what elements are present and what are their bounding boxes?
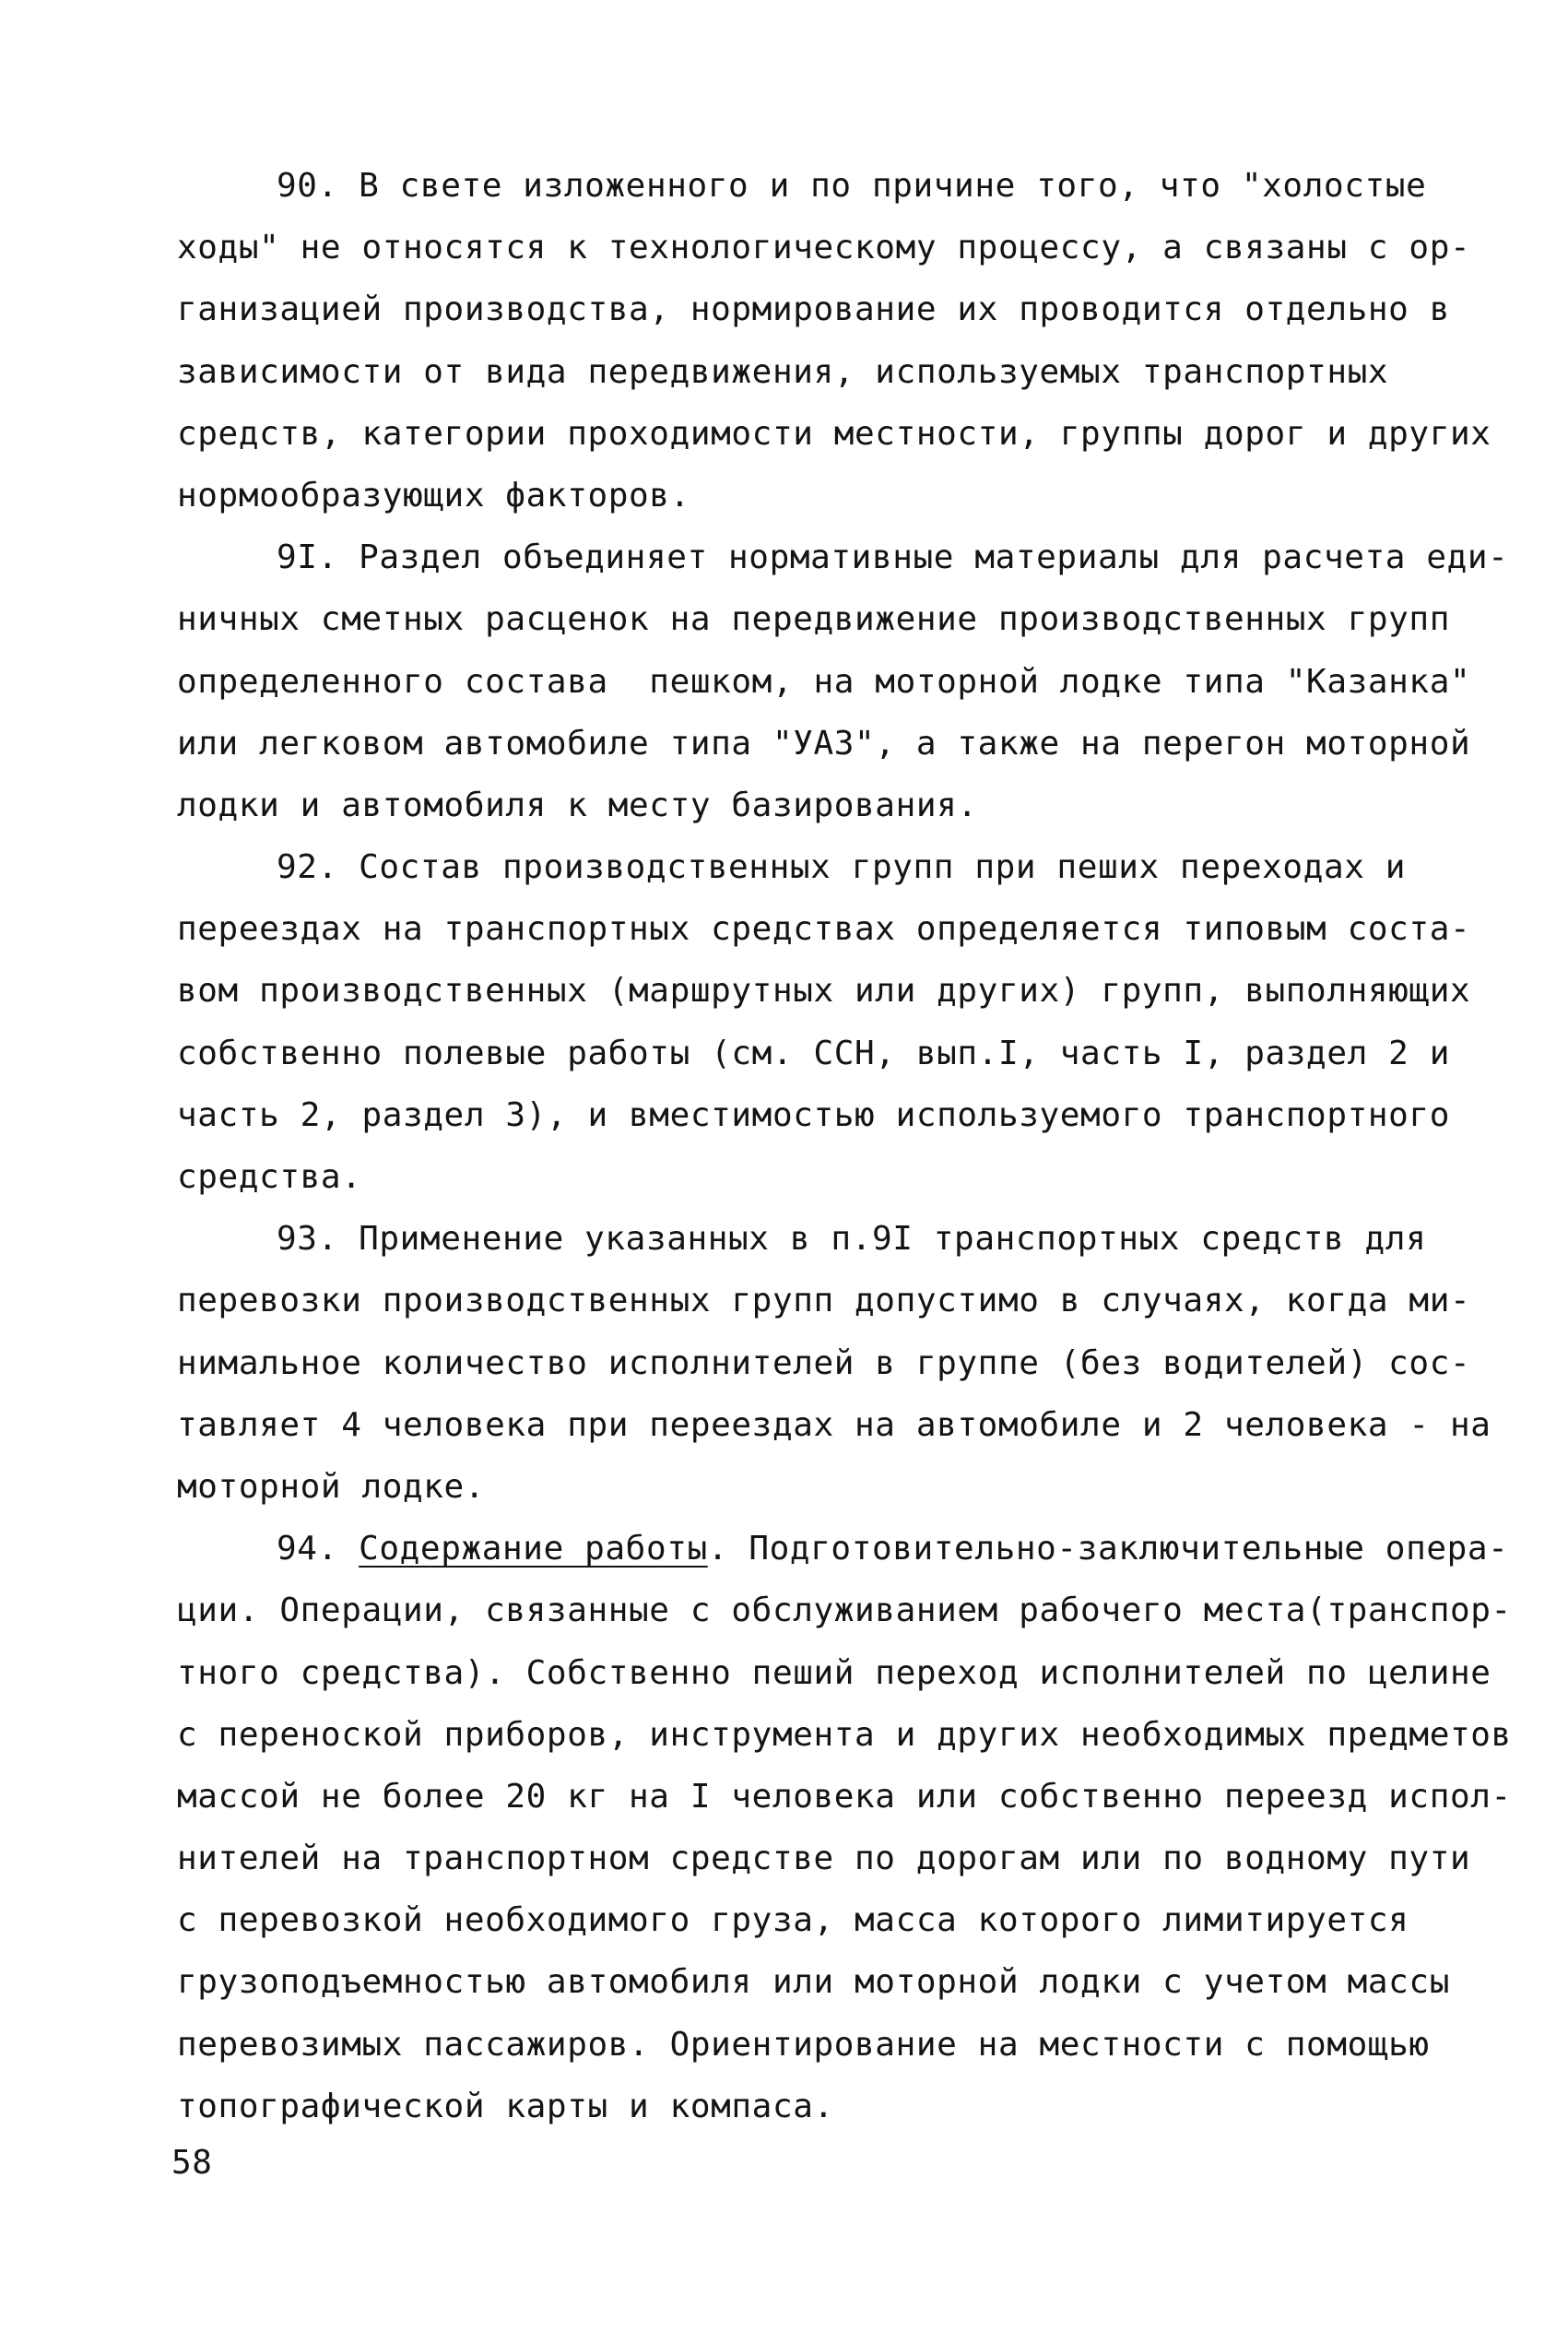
paragraph-number: 90. (277, 167, 338, 205)
text-line: тного средства). Собственно пеший переход исполнителей по целине (177, 1653, 1491, 1692)
text-line: В свете изложенного и по причине того, что "холостые (359, 167, 1427, 205)
text-line: переездах на транспортных средствах определяется типовым соста- (177, 910, 1471, 949)
text-line: с перевозкой необходимого груза, масса которого лимитируется (177, 1901, 1409, 1940)
paragraph-number: 93. (277, 1220, 338, 1259)
text-line: с переноской приборов, инструмента и других необходимых предметов (177, 1715, 1512, 1754)
text-line: Подготовительно-заключительные опера- (728, 1530, 1509, 1568)
text-line: нимальное количество исполнителей в группе (без водителей) сос- (177, 1343, 1471, 1382)
text-line: ции. Операции, связанные с обслуживанием рабочего места(транспор- (177, 1591, 1512, 1630)
text-line: ходы" не относятся к технологическому процессу, а связаны с ор- (177, 229, 1471, 267)
paragraph-number: 9I. (277, 538, 338, 577)
text-line: зависимости от вида передвижения, используемых транспортных (177, 352, 1389, 391)
text-line: или легковом автомобиле типа "УАЗ", а также на перегон моторной (177, 724, 1471, 763)
text-line: средств, категории проходимости местности, группы дорог и других (177, 414, 1491, 453)
text-line: тавляет 4 человека при переездах на автомобиле и 2 человека - на (177, 1405, 1491, 1444)
text-line: лодки и автомобиля к месту базирования. (177, 786, 978, 824)
text-line: ничных сметных расценок на передвижение производственных групп (177, 600, 1450, 639)
text-line: определенного состава пешком, на моторной лодке типа "Казанка" (177, 662, 1471, 701)
text-line: нителей на транспортном средстве по дорогам или по водному пути (177, 1840, 1471, 1878)
text-line: топографической карты и компаса. (177, 2087, 834, 2125)
text-line: перевозимых пассажиров. Ориентирование на местности с помощью (177, 2025, 1430, 2064)
paragraph-90 (177, 155, 1491, 527)
section-heading-underlined: Содержание работы (359, 1530, 708, 1568)
text-line: Состав производственных групп при пеших переходах и (359, 848, 1407, 887)
paragraph-first-line (177, 1208, 1431, 1270)
paragraph-92 (177, 836, 1471, 1208)
document-body (177, 155, 1512, 2137)
paragraph-first-line (177, 1518, 1509, 1580)
page-number: 58 (171, 2144, 213, 2182)
paragraph-91 (177, 527, 1509, 836)
text-line: вом производственных (маршрутных или других) групп, выполняющих (177, 972, 1471, 1011)
heading-period: . (707, 1530, 729, 1568)
paragraph-93 (177, 1208, 1491, 1518)
text-line: перевозки производственных групп допустимо в случаях, когда ми- (177, 1282, 1471, 1320)
text-line: средства. (177, 1158, 362, 1196)
text-line: грузоподъемностью автомобиля или моторной лодки с учетом массы (177, 1963, 1450, 2002)
paragraph-first-line (177, 836, 1431, 898)
text-line: моторной лодке. (177, 1467, 486, 1506)
paragraph-first-line (177, 155, 1431, 217)
paragraph-94 (177, 1518, 1512, 2137)
text-line: часть 2, раздел 3), и вместимостью используемого транспортного (177, 1095, 1450, 1134)
text-line: массой не более 20 кг на I человека или собственно переезд испол- (177, 1777, 1512, 1816)
paragraph-number: 92. (277, 848, 338, 887)
paragraph-first-line (177, 527, 1509, 588)
text-line: ганизацией производства, нормирование их проводится отдельно в (177, 290, 1450, 329)
text-line: собственно полевые работы (см. ССН, вып.I, часть I, раздел 2 и (177, 1034, 1450, 1072)
text-line: Раздел объединяет нормативные материалы для расчета еди- (359, 538, 1509, 577)
paragraph-number: 94. (277, 1530, 338, 1568)
text-line: нормообразующих факторов. (177, 476, 690, 515)
text-line: Применение указанных в п.9I транспортных средств для (359, 1220, 1427, 1259)
